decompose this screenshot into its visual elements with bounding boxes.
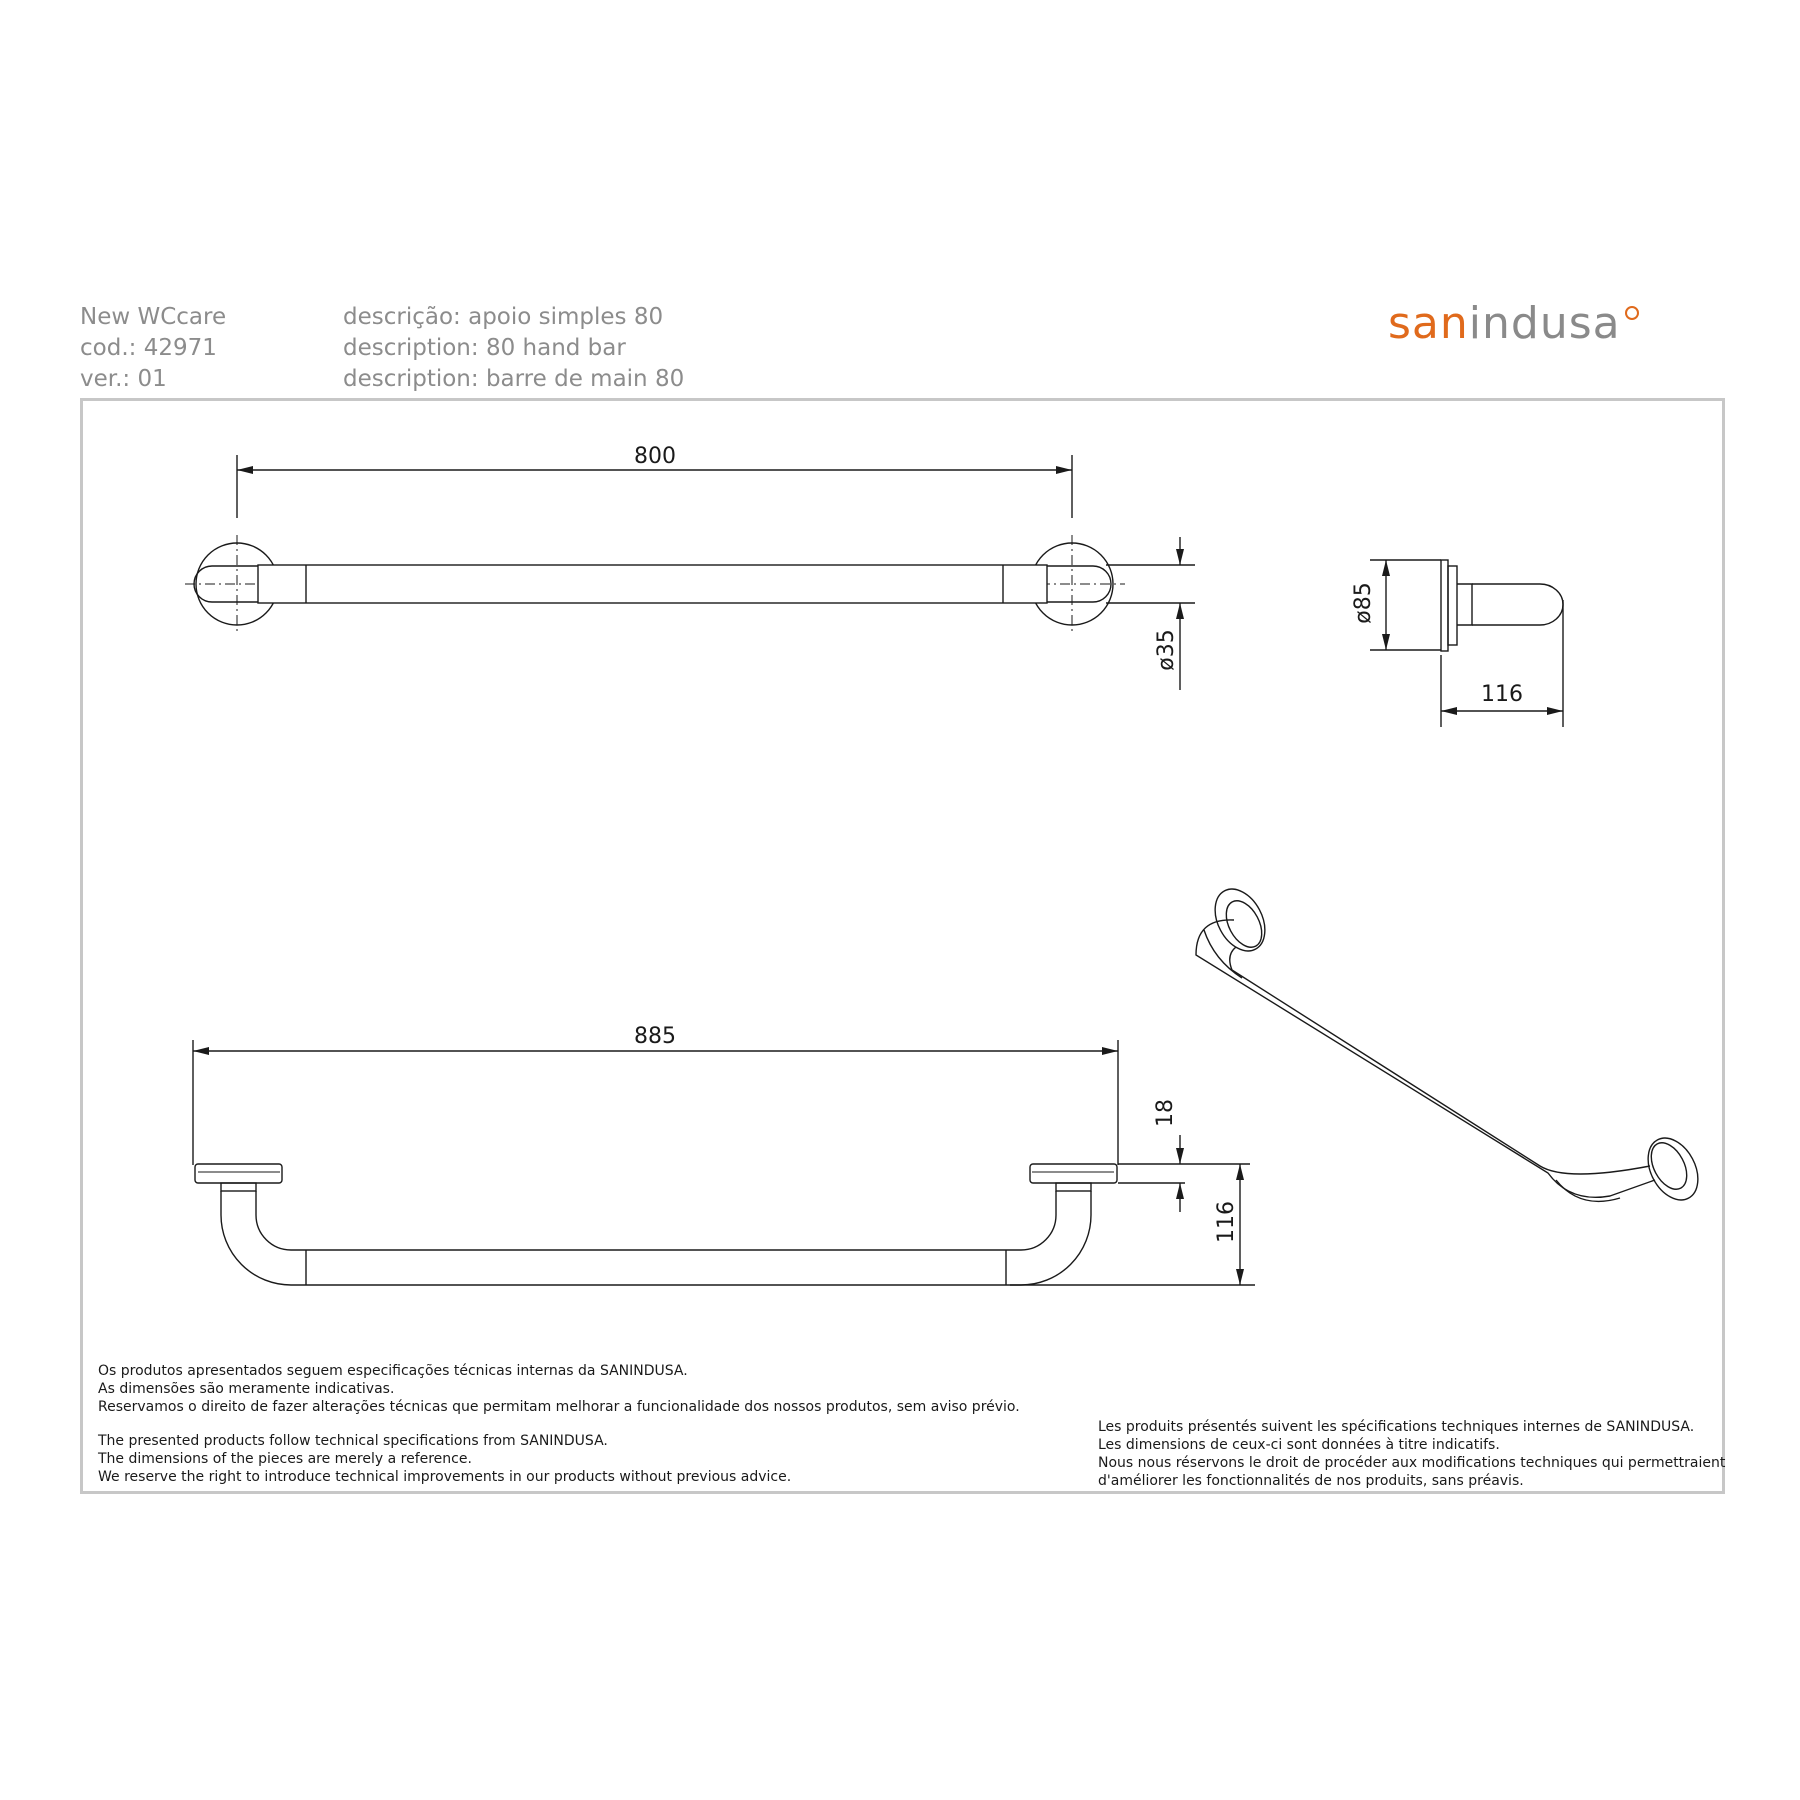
label-side-116: 116 xyxy=(1481,682,1523,707)
note-line: Os produtos apresentados seguem especificações técnicas internas da SANINDUSA. xyxy=(98,1363,688,1379)
top-view xyxy=(185,455,1195,690)
logo-part-indusa: indusa xyxy=(1468,298,1621,349)
label-front-116: 116 xyxy=(1214,1201,1239,1243)
label-diameter-85: ø85 xyxy=(1351,582,1376,624)
note-line: Reservamos o direito de fazer alterações técnicas que permitam melhorar a funcionalidade dos nossos produtos, sem aviso prévio. xyxy=(98,1399,1020,1415)
label-diameter-35: ø35 xyxy=(1154,629,1179,671)
description-fr: description: barre de main 80 xyxy=(343,366,685,392)
product-version: ver.: 01 xyxy=(80,366,167,392)
note-line: We reserve the right to introduce technical improvements in our products without previous advice. xyxy=(98,1469,792,1485)
perspective-view xyxy=(1196,881,1708,1209)
description-en: description: 80 hand bar xyxy=(343,335,626,361)
notes-portuguese xyxy=(98,1362,1020,1416)
note-line: d'améliorer les fonctionnalités de nos produits, sans préavis. xyxy=(1098,1473,1524,1489)
note-line: The dimensions of the pieces are merely a reference. xyxy=(98,1451,472,1467)
side-view xyxy=(1370,560,1563,727)
note-line: Les produits présentés suivent les spécifications techniques internes de SANINDUSA. xyxy=(1098,1419,1695,1435)
note-line: As dimensões são meramente indicativas. xyxy=(98,1381,395,1397)
note-line: Les dimensions de ceux-ci sont données à titre indicatifs. xyxy=(1098,1437,1500,1453)
description-pt: descrição: apoio simples 80 xyxy=(343,304,664,330)
front-view xyxy=(193,1040,1255,1285)
product-code: cod.: 42971 xyxy=(80,335,217,361)
note-line: The presented products follow technical specifications from SANINDUSA. xyxy=(98,1433,608,1449)
note-line: Nous nous réservons le droit de procéder aux modifications techniques qui permettraient xyxy=(1098,1455,1726,1471)
logo-part-san: san xyxy=(1388,298,1469,349)
product-line: New WCcare xyxy=(80,304,227,330)
label-800: 800 xyxy=(634,444,676,469)
label-18: 18 xyxy=(1153,1099,1178,1127)
notes-french xyxy=(1098,1418,1725,1490)
label-885: 885 xyxy=(634,1024,676,1049)
notes-english xyxy=(98,1432,791,1486)
